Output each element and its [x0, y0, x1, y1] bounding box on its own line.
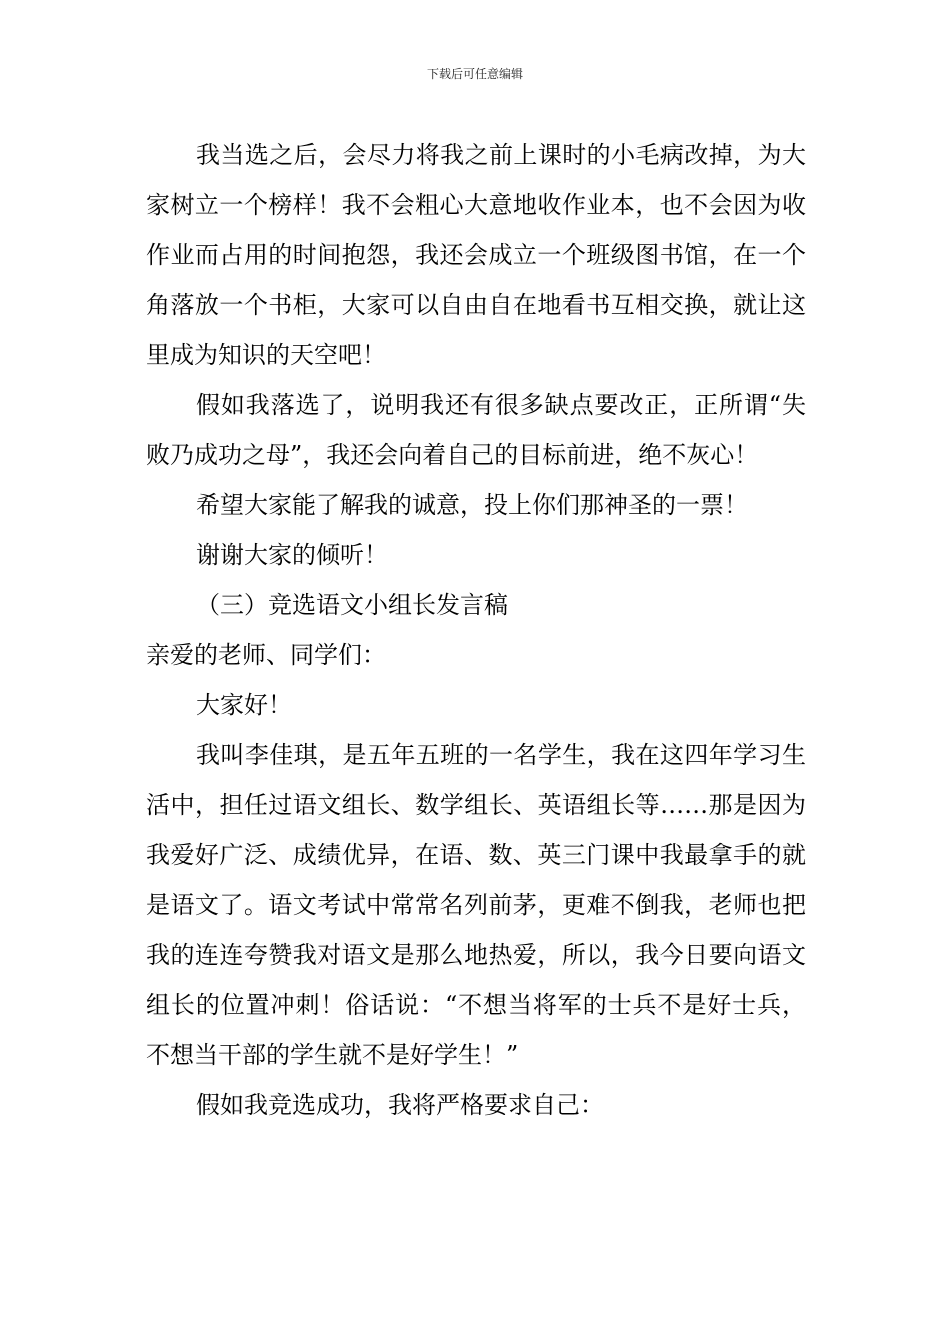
paragraph-if-not-elected: 假如我落选了，说明我还有很多缺点要改正，正所谓“失败乃成功之母”，我还会向着自己的目标前进，绝不灰心！ [146, 391, 806, 469]
salutation: 亲爱的老师、同学们： [146, 641, 386, 669]
page-header: 下载后可任意编辑 [426, 67, 523, 81]
paragraph-thanks: 谢谢大家的倾听！ [196, 541, 388, 569]
document-body [146, 130, 806, 1130]
paragraph-if-successful: 假如我竞选成功，我将严格要求自己： [196, 1091, 604, 1119]
section-heading: （三）竞选语文小组长发言稿 [196, 591, 508, 619]
paragraph-self-intro: 我叫李佳琪，是五年五班的一名学生，我在这四年学习生活中，担任过语文组长、数学组长、英语组长等……那是因为我爱好广泛、成绩优异，在语、数、英三门课中我最拿手的就是语文了。语文考试中常常名列前茅，更难不倒我，老师也把我的连连夸赞我对语文是那么地热爱，所以，我今日要向语文组长的位置冲刺！俗话说：“不想当将军的士兵不是好士兵，不想当干部的学生就不是好学生！” [146, 741, 806, 1069]
paragraph-if-elected: 我当选之后，会尽力将我之前上课时的小毛病改掉，为大家树立一个榜样！我不会粗心大意地收作业本，也不会因为收作业而占用的时间抱怨，我还会成立一个班级图书馆，在一个角落放一个书柜，大家可以自由自在地看书互相交换，就让这里成为知识的天空吧！ [146, 141, 806, 369]
greeting: 大家好！ [196, 691, 292, 719]
paragraph-hope: 希望大家能了解我的诚意，投上你们那神圣的一票！ [196, 491, 748, 519]
